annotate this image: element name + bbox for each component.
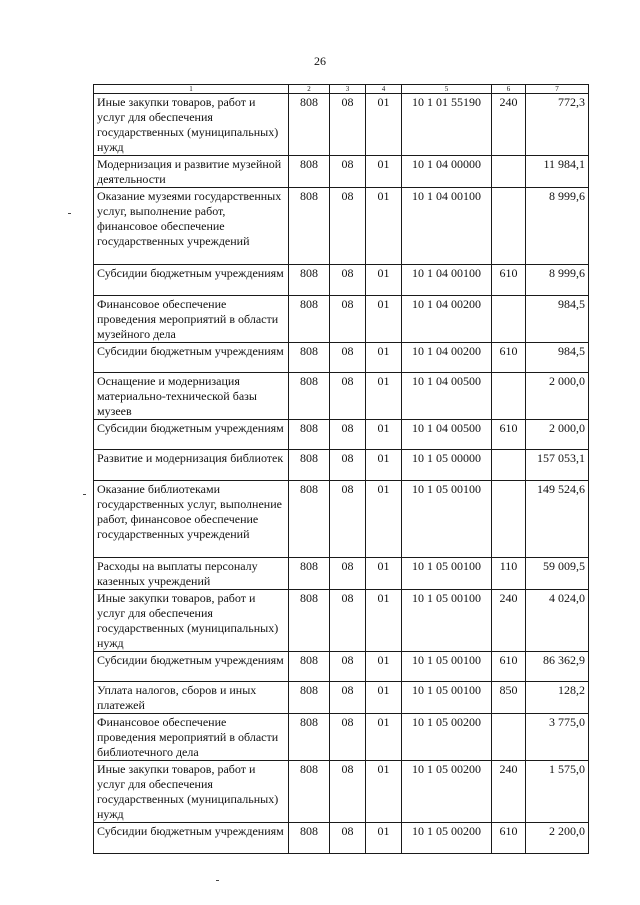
target-article-cell: 10 1 01 55190: [402, 94, 492, 156]
amount-cell: 8 999,6: [526, 265, 589, 296]
scan-speck: [83, 494, 86, 495]
table-row: [94, 188, 589, 265]
section-code-cell: 08: [330, 156, 366, 188]
amount-cell: 2 200,0: [526, 823, 589, 854]
target-article-cell: 10 1 05 00000: [402, 450, 492, 481]
target-article-cell: 10 1 04 00000: [402, 156, 492, 188]
target-article-cell: 10 1 04 00500: [402, 373, 492, 420]
amount-cell: 157 053,1: [526, 450, 589, 481]
grbs-code-cell: 808: [289, 652, 330, 682]
amount-cell: 3 775,0: [526, 714, 589, 761]
table-row: [94, 94, 589, 156]
subsection-code-cell: 01: [366, 296, 402, 343]
row-name-cell: Финансовое обеспечение проведения мероприятий в области музейного дела: [94, 296, 289, 343]
row-name-cell: Оказание библиотеками государственных услуг, выполнение работ, финансовое обеспечение государственных учреждений: [94, 481, 289, 558]
subsection-code-cell: 01: [366, 420, 402, 450]
target-article-cell: 10 1 04 00200: [402, 296, 492, 343]
table-row: [94, 682, 589, 714]
row-name-cell: Иные закупки товаров, работ и услуг для обеспечения государственных (муниципальных) нужд: [94, 590, 289, 652]
scan-speck: [68, 213, 71, 214]
expense-type-cell: [492, 481, 526, 558]
amount-cell: 128,2: [526, 682, 589, 714]
column-header-5: 5: [402, 85, 492, 94]
table-row: [94, 761, 589, 823]
column-number-row: [94, 85, 589, 94]
grbs-code-cell: 808: [289, 558, 330, 590]
amount-cell: 1 575,0: [526, 761, 589, 823]
expense-type-cell: 240: [492, 761, 526, 823]
expense-type-cell: [492, 296, 526, 343]
section-code-cell: 08: [330, 420, 366, 450]
column-header-1: 1: [94, 85, 289, 94]
section-code-cell: 08: [330, 265, 366, 296]
subsection-code-cell: 01: [366, 714, 402, 761]
amount-cell: 149 524,6: [526, 481, 589, 558]
section-code-cell: 08: [330, 823, 366, 854]
amount-cell: 59 009,5: [526, 558, 589, 590]
row-name-cell: Иные закупки товаров, работ и услуг для обеспечения государственных (муниципальных) нужд: [94, 761, 289, 823]
expense-type-cell: 850: [492, 682, 526, 714]
subsection-code-cell: 01: [366, 481, 402, 558]
grbs-code-cell: 808: [289, 714, 330, 761]
subsection-code-cell: 01: [366, 94, 402, 156]
expense-type-cell: 240: [492, 590, 526, 652]
target-article-cell: 10 1 04 00500: [402, 420, 492, 450]
subsection-code-cell: 01: [366, 558, 402, 590]
grbs-code-cell: 808: [289, 188, 330, 265]
subsection-code-cell: 01: [366, 652, 402, 682]
amount-cell: 86 362,9: [526, 652, 589, 682]
table-row: [94, 823, 589, 854]
expense-type-cell: 610: [492, 420, 526, 450]
grbs-code-cell: 808: [289, 450, 330, 481]
amount-cell: 2 000,0: [526, 420, 589, 450]
grbs-code-cell: 808: [289, 94, 330, 156]
table-row: [94, 420, 589, 450]
amount-cell: 984,5: [526, 343, 589, 373]
row-name-cell: Оказание музеями государственных услуг, выполнение работ, финансовое обеспечение государственных учреждений: [94, 188, 289, 265]
scan-speck: [216, 880, 219, 881]
table-row: [94, 558, 589, 590]
target-article-cell: 10 1 05 00100: [402, 481, 492, 558]
expense-type-cell: [492, 188, 526, 265]
table-row: [94, 652, 589, 682]
column-header-7: 7: [526, 85, 589, 94]
expense-type-cell: [492, 450, 526, 481]
page-number: 26: [314, 54, 326, 68]
table-row: [94, 343, 589, 373]
section-code-cell: 08: [330, 590, 366, 652]
subsection-code-cell: 01: [366, 188, 402, 265]
row-name-cell: Субсидии бюджетным учреждениям: [94, 823, 289, 854]
subsection-code-cell: 01: [366, 682, 402, 714]
row-name-cell: Субсидии бюджетным учреждениям: [94, 420, 289, 450]
grbs-code-cell: 808: [289, 343, 330, 373]
target-article-cell: 10 1 04 00100: [402, 188, 492, 265]
row-name-cell: Субсидии бюджетным учреждениям: [94, 343, 289, 373]
section-code-cell: 08: [330, 652, 366, 682]
amount-cell: 4 024,0: [526, 590, 589, 652]
subsection-code-cell: 01: [366, 265, 402, 296]
expense-type-cell: 610: [492, 652, 526, 682]
expense-type-cell: [492, 373, 526, 420]
table-row: [94, 590, 589, 652]
section-code-cell: 08: [330, 761, 366, 823]
grbs-code-cell: 808: [289, 761, 330, 823]
grbs-code-cell: 808: [289, 420, 330, 450]
column-header-2: 2: [289, 85, 330, 94]
subsection-code-cell: 01: [366, 823, 402, 854]
target-article-cell: 10 1 05 00100: [402, 558, 492, 590]
row-name-cell: Расходы на выплаты персоналу казенных учреждений: [94, 558, 289, 590]
expense-type-cell: 240: [492, 94, 526, 156]
row-name-cell: Уплата налогов, сборов и иных платежей: [94, 682, 289, 714]
target-article-cell: 10 1 04 00100: [402, 265, 492, 296]
subsection-code-cell: 01: [366, 343, 402, 373]
target-article-cell: 10 1 05 00200: [402, 761, 492, 823]
row-name-cell: Оснащение и модернизация материально-технической базы музеев: [94, 373, 289, 420]
grbs-code-cell: 808: [289, 481, 330, 558]
grbs-code-cell: 808: [289, 682, 330, 714]
row-name-cell: Развитие и модернизация библиотек: [94, 450, 289, 481]
grbs-code-cell: 808: [289, 373, 330, 420]
section-code-cell: 08: [330, 94, 366, 156]
column-header-6: 6: [492, 85, 526, 94]
section-code-cell: 08: [330, 450, 366, 481]
budget-table: [93, 84, 589, 854]
row-name-cell: Модернизация и развитие музейной деятельности: [94, 156, 289, 188]
grbs-code-cell: 808: [289, 590, 330, 652]
expense-type-cell: 110: [492, 558, 526, 590]
subsection-code-cell: 01: [366, 590, 402, 652]
target-article-cell: 10 1 05 00100: [402, 682, 492, 714]
section-code-cell: 08: [330, 558, 366, 590]
table-row: [94, 714, 589, 761]
target-article-cell: 10 1 05 00200: [402, 714, 492, 761]
row-name-cell: Иные закупки товаров, работ и услуг для обеспечения государственных (муниципальных) нужд: [94, 94, 289, 156]
expense-type-cell: 610: [492, 265, 526, 296]
table-row: [94, 450, 589, 481]
table-row: [94, 156, 589, 188]
amount-cell: 11 984,1: [526, 156, 589, 188]
section-code-cell: 08: [330, 481, 366, 558]
grbs-code-cell: 808: [289, 296, 330, 343]
row-name-cell: Субсидии бюджетным учреждениям: [94, 265, 289, 296]
section-code-cell: 08: [330, 188, 366, 265]
expense-type-cell: [492, 714, 526, 761]
target-article-cell: 10 1 05 00200: [402, 823, 492, 854]
grbs-code-cell: 808: [289, 823, 330, 854]
expense-type-cell: [492, 156, 526, 188]
expense-type-cell: 610: [492, 823, 526, 854]
grbs-code-cell: 808: [289, 265, 330, 296]
target-article-cell: 10 1 05 00100: [402, 590, 492, 652]
amount-cell: 8 999,6: [526, 188, 589, 265]
table-row: [94, 296, 589, 343]
target-article-cell: 10 1 04 00200: [402, 343, 492, 373]
section-code-cell: 08: [330, 682, 366, 714]
table-row: [94, 265, 589, 296]
section-code-cell: 08: [330, 373, 366, 420]
row-name-cell: Финансовое обеспечение проведения мероприятий в области библиотечного дела: [94, 714, 289, 761]
target-article-cell: 10 1 05 00100: [402, 652, 492, 682]
amount-cell: 984,5: [526, 296, 589, 343]
subsection-code-cell: 01: [366, 450, 402, 481]
section-code-cell: 08: [330, 714, 366, 761]
grbs-code-cell: 808: [289, 156, 330, 188]
row-name-cell: Субсидии бюджетным учреждениям: [94, 652, 289, 682]
section-code-cell: 08: [330, 296, 366, 343]
subsection-code-cell: 01: [366, 156, 402, 188]
section-code-cell: 08: [330, 343, 366, 373]
table-row: [94, 373, 589, 420]
table-row: [94, 481, 589, 558]
subsection-code-cell: 01: [366, 373, 402, 420]
budget-table-body: [94, 85, 589, 854]
column-header-4: 4: [366, 85, 402, 94]
expense-type-cell: 610: [492, 343, 526, 373]
column-header-3: 3: [330, 85, 366, 94]
amount-cell: 772,3: [526, 94, 589, 156]
amount-cell: 2 000,0: [526, 373, 589, 420]
subsection-code-cell: 01: [366, 761, 402, 823]
